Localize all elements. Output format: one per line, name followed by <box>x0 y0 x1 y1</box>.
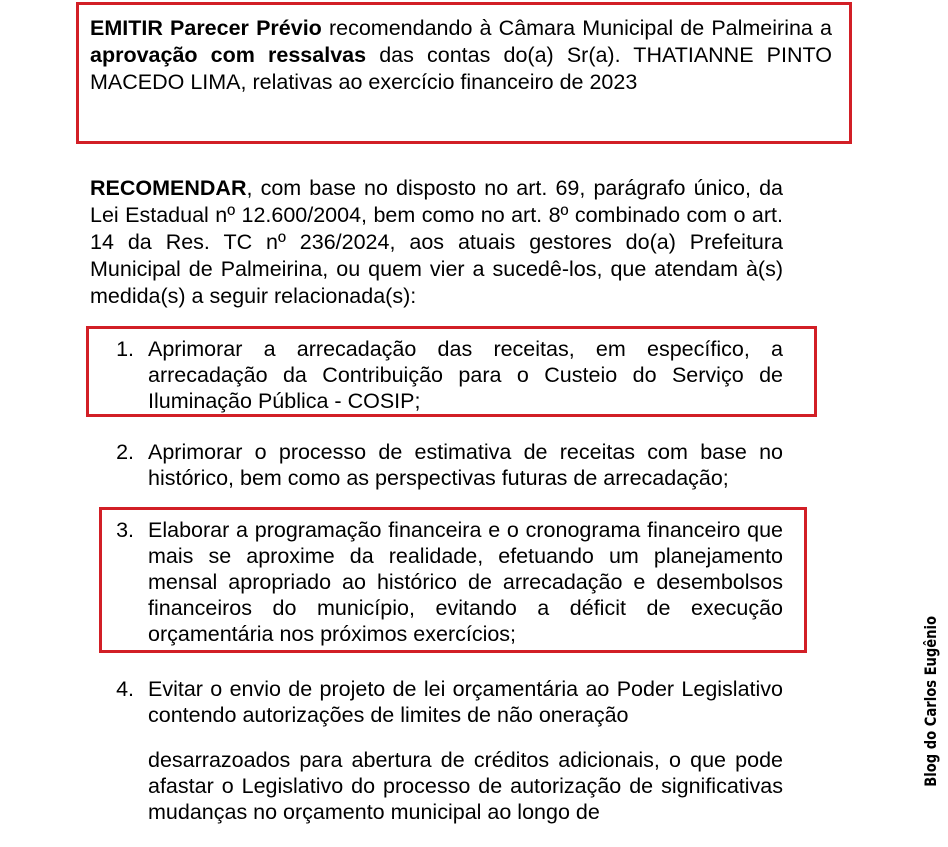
recommendation-text: , com base no disposto no art. 69, parágrafo único, da Lei Estadual nº 12.600/2004, bem como no art. 8º combinado com o art. 14 da Res. TC nº 236/2024, aos atuais gestores do(a) Prefeitura Municipal de Palmeirina, ou quem vier a sucedê-los, que atendam à(s) medida(s) a seguir relacionada(s): <box>90 176 783 308</box>
recommendation-verb: RECOMENDAR <box>90 176 247 200</box>
measure-3-number: 3. <box>116 518 134 542</box>
measure-1-text: Aprimorar a arrecadação das receitas, em específico, a arrecadação da Contribuição para o Custeio do Serviço de Iluminação Pública - COSIP; <box>148 337 783 413</box>
measure-4-text-part2: desarrazoados para abertura de créditos adicionais, o que pode afastar o Legislativo do processo de autorização de significativas mudanças no orçamento municipal ao longo de <box>148 748 783 824</box>
recommendation-paragraph <box>90 175 783 310</box>
decision-bold-phrase: Parecer Prévio <box>170 16 322 40</box>
decision-paragraph <box>90 15 832 96</box>
measure-4-number: 4. <box>116 677 134 701</box>
decision-approval: aprovação com ressalvas <box>90 43 367 67</box>
measure-3-text: Elaborar a programação financeira e o cronograma financeiro que mais se aproxime da realidade, efetuando um planejamento mensal apropriado ao histórico de arrecadação e desembolsos financeiros do município, evitando a déficit de execução orçamentária nos próximos exercícios; <box>148 518 783 646</box>
measure-4-text-part1: Evitar o envio de projeto de lei orçamentária ao Poder Legislativo contendo autorizações de limites de não oneração <box>148 677 783 727</box>
watermark-text: Blog do Carlos Eugênio <box>921 615 940 787</box>
decision-text-1: recomendando à Câmara Municipal de Palmeirina a <box>321 16 832 40</box>
decision-text-2: das contas do(a) Sr(a). THATIANNE PINTO MACEDO LIMA, relativas ao exercício financeiro de 2023 <box>90 43 832 94</box>
measure-1-number: 1. <box>116 337 134 361</box>
measure-2-text: Aprimorar o processo de estimativa de receitas com base no histórico, bem como as perspectivas futuras de arrecadação; <box>148 440 783 490</box>
measure-2-number: 2. <box>116 440 134 464</box>
decision-verb: EMITIR <box>90 16 163 40</box>
